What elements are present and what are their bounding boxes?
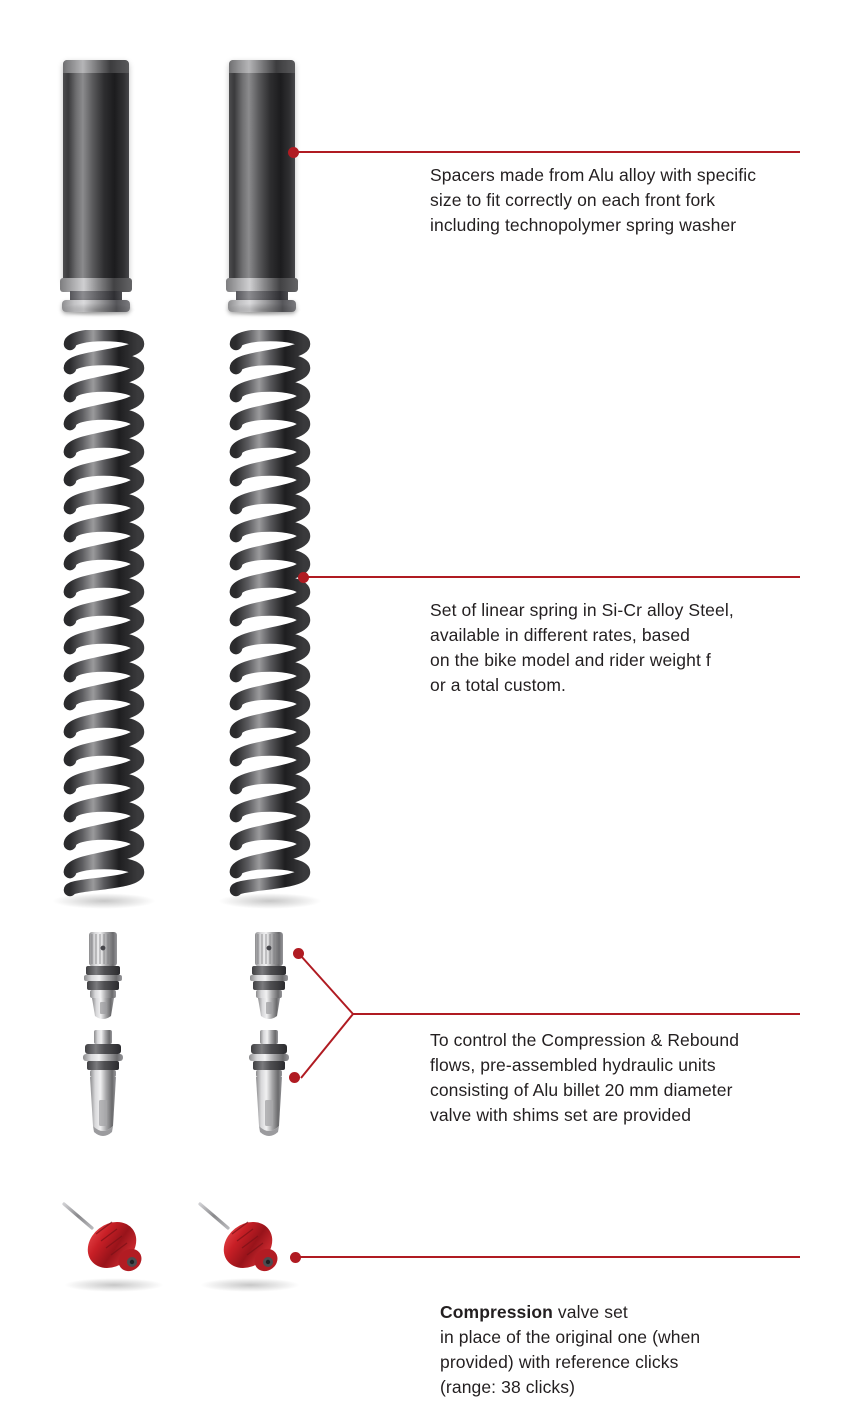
callout-springs-line-2: available in different rates, based: [430, 624, 691, 645]
spacer-top-cap: [229, 60, 295, 73]
callout-hydraulic-line-3: consisting of Alu billet 20 mm diameter: [430, 1079, 733, 1100]
part-spacer-left: [63, 60, 129, 310]
spacer-body: [229, 60, 295, 282]
part-spacer-right: [229, 60, 295, 310]
callout-text-spacers: [430, 163, 790, 238]
callout-text-hydraulic: [430, 1028, 805, 1127]
spacer-collar: [226, 278, 298, 292]
part-red-valve-left: [60, 1198, 170, 1288]
spring-left-shadow: [52, 893, 156, 909]
part-spring-left: [58, 330, 150, 902]
callout-hydraulic-line-4: valve with shims set are provided: [430, 1104, 692, 1125]
spacer-top-cap: [63, 60, 129, 73]
callout-compression-line-3: provided) with reference clicks: [440, 1351, 679, 1372]
callout-hydraulic-line-2: flows, pre-assembled hydraulic units: [430, 1054, 716, 1075]
callout-hydraulic-line-1: To control the Compression & Rebound: [430, 1030, 740, 1050]
callout-line-compression: [298, 1256, 800, 1258]
part-valve-top-right: [242, 930, 296, 1022]
spacer-left-shadow: [58, 303, 136, 317]
callout-springs-line-3: on the bike model and rider weight f: [430, 649, 711, 670]
part-valve-bottom-left: [76, 1030, 130, 1140]
callout-springs-line-4: or a total custom.: [430, 674, 567, 695]
callout-springs-line-1: Set of linear spring in Si-Cr alloy Steel,: [430, 600, 734, 620]
callout-text-compression: [440, 1300, 800, 1399]
callout-spacers-line-2: size to fit correctly on each front fork: [430, 189, 716, 210]
callout-compression-line-1: [440, 1300, 800, 1325]
part-valve-bottom-right: [242, 1030, 296, 1140]
spacer-collar: [60, 278, 132, 292]
red-valve-left-shadow: [64, 1278, 164, 1292]
callout-compression-bold-lead: Compression: [440, 1302, 553, 1322]
part-red-valve-right: [196, 1198, 306, 1288]
spring-right-shadow: [218, 893, 322, 909]
part-valve-top-left: [76, 930, 130, 1022]
callout-compression-line-2: in place of the original one (when: [440, 1326, 701, 1347]
callout-compression-lead-rest: valve set: [552, 1302, 628, 1322]
callout-line-springs: [306, 576, 800, 578]
part-spring-right: [224, 330, 316, 902]
callout-line-spacers: [296, 151, 800, 153]
spacer-right-shadow: [224, 303, 302, 317]
callout-text-springs: [430, 598, 800, 697]
callout-spacers-line-3: including technopolymer spring washer: [430, 214, 737, 235]
red-valve-right-shadow: [200, 1278, 300, 1292]
callout-compression-line-4: (range: 38 clicks): [440, 1376, 576, 1397]
spacer-body: [63, 60, 129, 282]
callout-spacers-line-1: Spacers made from Alu alloy with specific: [430, 165, 757, 185]
